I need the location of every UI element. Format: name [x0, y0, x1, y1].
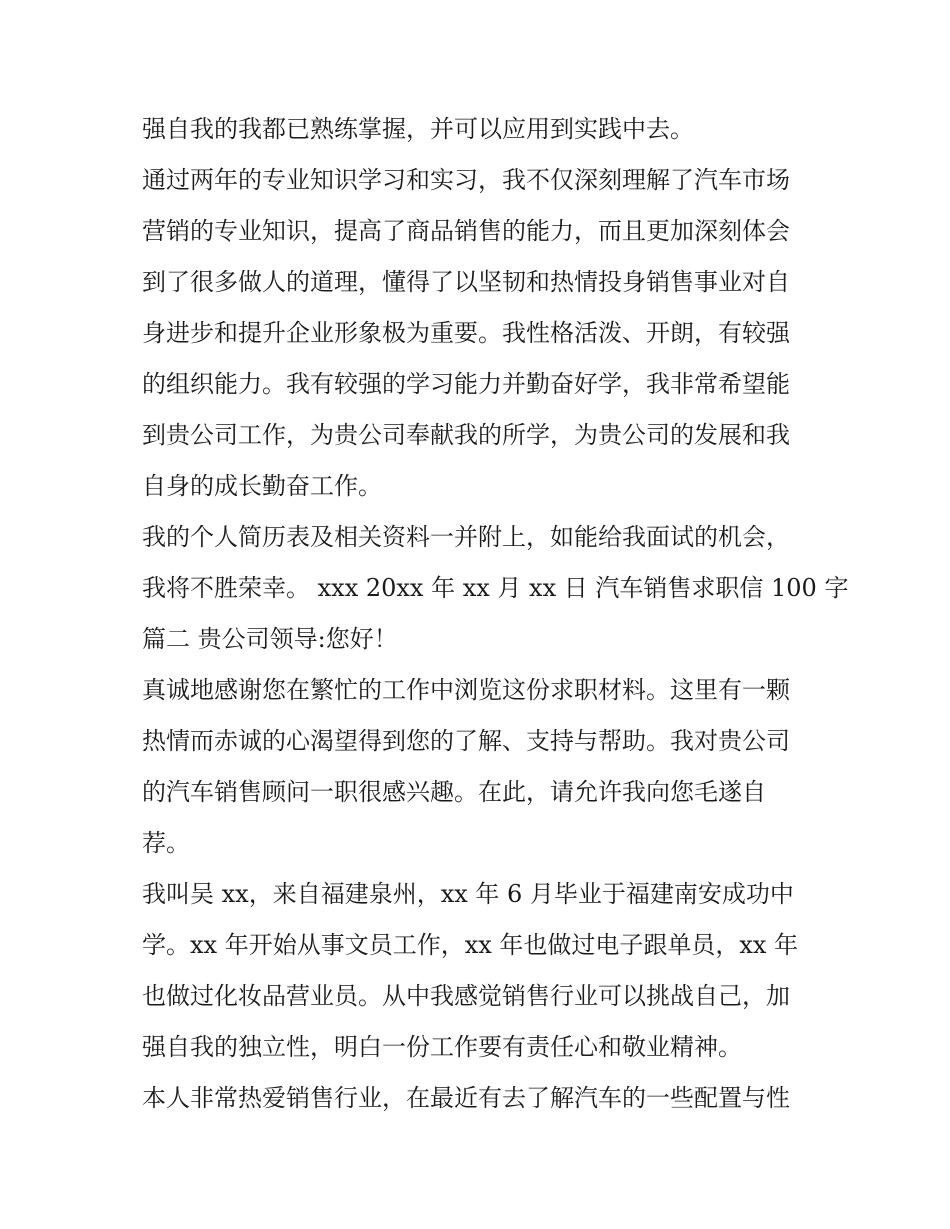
section-heading-line: 篇二 贵公司领导:您好！: [142, 625, 398, 653]
text-line: 通过两年的专业知识学习和实习，我不仅深刻理解了汽车市场: [142, 166, 790, 194]
text-line: 强自我的我都已熟练掌握，并可以应用到实践中去。: [142, 115, 694, 143]
text-line: 的汽车销售顾问一职很感兴趣。在此，请允许我向您毛遂自: [142, 778, 766, 806]
text-line: 荐。: [142, 829, 190, 857]
text-line: 我的个人简历表及相关资料一并附上，如能给我面试的机会，: [142, 523, 790, 551]
text-line: 强自我的独立性，明白一份工作要有责任心和敬业精神。: [142, 1033, 742, 1061]
text-line: 我将不胜荣幸。 xxx 20xx 年 xx 月 xx 日 汽车销售求职信 100 字: [142, 574, 849, 602]
text-line: 营销的专业知识，提高了商品销售的能力，而且更加深刻体会: [142, 217, 790, 245]
text-line: 学。xx 年开始从事文员工作，xx 年也做过电子跟单员，xx 年: [142, 931, 799, 959]
text-line: 也做过化妆品营业员。从中我感觉销售行业可以挑战自己，加: [142, 982, 790, 1010]
text-line: 自身的成长勤奋工作。: [142, 472, 382, 500]
letter-body: [142, 104, 849, 1124]
text-line: 到贵公司工作，为贵公司奉献我的所学，为贵公司的发展和我: [142, 421, 790, 449]
text-line: 我叫吴 xx，来自福建泉州，xx 年 6 月毕业于福建南安成功中: [142, 880, 794, 908]
text-line: 身进步和提升企业形象极为重要。我性格活泼、开朗，有较强: [142, 319, 790, 347]
text-line: 真诚地感谢您在繁忙的工作中浏览这份求职材料。这里有一颗: [142, 676, 790, 704]
text-line: 到了很多做人的道理，懂得了以坚韧和热情投身销售事业对自: [142, 268, 790, 296]
text-line: 热情而赤诚的心渴望得到您的了解、支持与帮助。我对贵公司: [142, 727, 790, 755]
text-line: 本人非常热爱销售行业，在最近有去了解汽车的一些配置与性: [142, 1084, 790, 1112]
text-line: 的组织能力。我有较强的学习能力并勤奋好学，我非常希望能: [142, 370, 790, 398]
